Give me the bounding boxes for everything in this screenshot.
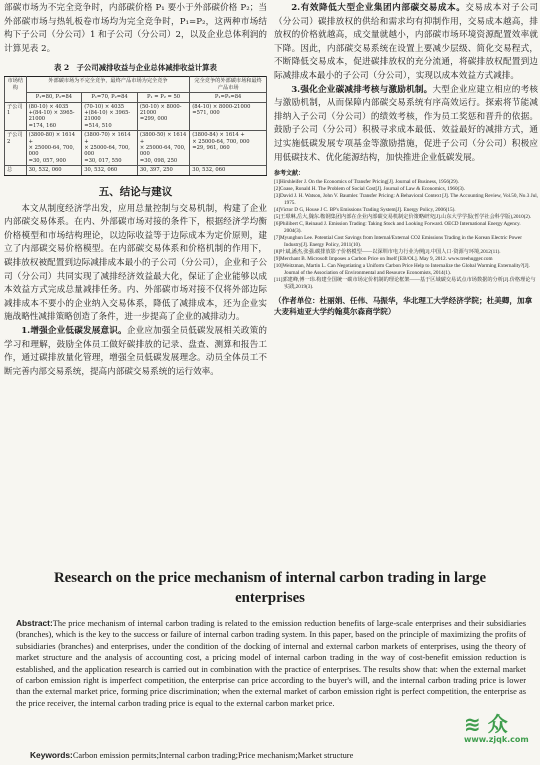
suggestion-1-paragraph <box>4 325 267 379</box>
suggestion-3-paragraph <box>274 84 538 166</box>
table-cell: (3800-70) × 1614 + × 25000-64, 700, 000 =30, 017, 550 <box>82 131 138 166</box>
table-cell: (3800-80) × 1614 + × 25000-64, 700, 000 =30, 057, 900 <box>26 131 82 166</box>
suggestion-3-text: 大型企业应建立相应的考核与激励机制，从而保障内部碳交易系统有序高效运行。探索将节能减排纳入子公司（分公司）的绩效考核，作为员工奖惩和晋升的依据。鼓励子公司（分公司）积极寻求成本最低、效益最好的减排方式，通过实施低碳发展专项基金等激励措施，促进子公司（分公司）积极应用低碳技术、优化能源结构，加快推进企业低碳发展。 <box>274 84 538 163</box>
suggestion-2-heading: 2.有效降低大型企业集团内部碳交易成本。 <box>291 3 466 13</box>
suggestion-2-text: 交易成本对子公司（分公司）碳排放权的供给和需求均有抑制作用，交易成本越高，排放权的价格就越高，成交量就越小，内部碳市场环境资源配置效率就下降。因此，内部碳交易系统在设置上要减少层级、简化交易程式，不断降低交易成本，促进碳排放权的充分流通，将碳排放权配置到边际减排成本最小的子公司（分公司），实现以成本效益方式减排。 <box>274 3 538 81</box>
suggestion-1-heading: 1.增强企业低碳发展意识。 <box>21 326 127 336</box>
reference-item: [8]叶斌,潘杰,张强.碳排放影子价格模型——以深圳市电力行业为例[J].中国人口·资源与环境,2012(11). <box>274 249 501 256</box>
table-header-cell: 外部碳市场为不完全竞争，最终产品市场为完全竞争 <box>26 77 190 93</box>
site-watermark <box>464 713 534 751</box>
reference-item: [5]王璟琳,岳大,魏东.鞍钢集团内部在企业内部碳交易机制定价策略研究[J].山东大学学报(哲学社会科学版),2010(2). <box>274 214 532 221</box>
reference-item: [7]Myunghun Lee. Potential Cost Savings from Internal/External CO2 Emissions Trading in the Korean Electric Power Industry[J]. Energy Policy, 2011(10). <box>274 235 522 249</box>
table-header-row <box>5 77 267 93</box>
table-cell: (3800-84) × 1614 + × 25000-64, 700, 000 =29, 961, 060 <box>190 131 267 166</box>
table-row <box>5 102 267 131</box>
table-cell: 30, 532, 060 <box>82 166 138 175</box>
reference-item: [6]Philibert C, Reinaud J. Emission Trading: Taking Stock and Looking Forward. OECD International Energy Agency. 2004(3). <box>274 221 521 235</box>
table-title: 表 2 子公司减排收益与企业总体减排收益计算表 <box>54 63 217 73</box>
suggestion-3-heading: 3.强化企业碳减排考核与激励机制。 <box>291 84 433 95</box>
suggestion-2-paragraph <box>274 2 538 84</box>
english-abstract <box>16 618 526 709</box>
table-row-label: 子公司1 <box>5 102 27 131</box>
reference-item: [9]Merchant B. Microsoft Imposes a Carbon Price on Itself [EB/OL]. May 9, 2012. www.treehugger.com <box>274 256 493 263</box>
references-list <box>274 179 538 291</box>
conclusion-paragraph: 本文从制度经济学出发，应用总量控制与交易机制，构建了企业内部碳交易体系。在内、外部碳市场对接的条件下，根据经济学均衡价格模型和市场结构理论，以边际收益等于边际成本为定价原则，建立了内部碳交易价格模型。在内部碳交易体系和价格机制的作用下，碳排放权被配置到边际减排成本最小的子公司（分公司），企业和子公司（分公司）共同实现了减排经济效益最大化，保证了企业能够以成本效益方式完成总量减排任务。内、外部碳市场对接不仅将外部边际减排成本不要小的企业纳入交易体系，降低了减排成本，还为企业实施战略性减排策略创造了条件，进一步提高了企业的减排动力。 <box>4 203 267 323</box>
table-header-cell: P₁=70, P₂=84 <box>82 93 138 102</box>
intro-paragraph: 部碳市场为不完全竞争时，内部碳价格 P₁ 要小于外部碳价格 P₂；当外部碳市场与热轧板卷市场均为完全竞争时，P₁=P₂，这两种市场结构下子公司（分公司）1 和子公司（分公司）2，以及企业总体利润的计算见表 2。 <box>4 3 267 54</box>
table-header-row <box>5 93 267 102</box>
left-column <box>4 2 267 565</box>
english-keywords <box>30 750 510 761</box>
watermark-logo-icon: ≋ 众 <box>464 712 508 736</box>
table-cell: (50-10) × 8000-21000 =299, 000 <box>137 102 189 131</box>
benefit-table <box>4 76 267 175</box>
table-header-cell: 市场结构 <box>5 77 27 102</box>
right-column <box>274 2 538 565</box>
reference-item: [2]Coase, Ronald H. The Problem of Social Cost[J]. Journal of Law & Economics, 1960(3). <box>274 186 465 193</box>
table-header-cell: 完全竞争的外部碳市场和最终产品市场 <box>190 77 267 93</box>
reference-item: [11]郭建峰,傅一玮.构建全国统一碳市场定价机制的理论框架——基于区域碳交易试点市场数据的分析[J].价格理论与实践,2019(3). <box>274 277 536 291</box>
watermark-url: www.zjqk.com <box>464 735 529 744</box>
abstract-label: Abstract: <box>16 618 53 628</box>
table-row-label: 子公司2 <box>5 131 27 166</box>
suggestion-1-text: 企业应加强全员低碳发展相关政策的学习和理解，鼓励全体员工做好碳排放的记录、盘查、测算和报告工作，通过碳排放量化管理，增强全员低碳发展理念。动员全体员工不断完善内部交易系统，提高内部碳交易系统的运行效率。 <box>4 326 267 377</box>
reference-item: [4]Victor D G, House J C. BP's Emissions Trading System[J]. Energy Policy, 2006(15). <box>274 207 456 214</box>
table-cell: (84-10) × 8000-21000 =571, 000 <box>190 102 267 131</box>
table-cell: (80-10) × 4035 +(84-10) × 3965-21000 =174, 160 <box>26 102 82 131</box>
table-header-cell: P₁=80, P₂=84 <box>26 93 82 102</box>
table-cell: (70-10) × 4035 +(84-10) × 3965-21000 =514, 510 <box>82 102 138 131</box>
table-cell: 30, 397, 250 <box>137 166 189 175</box>
table-header-cell: P₁=P₂=84 <box>190 93 267 102</box>
references-heading: 参考文献： <box>274 170 305 178</box>
table-row-label: 总 <box>5 166 27 175</box>
keywords-text: Carbon emission permits;Internal carbon trading;Price mechanism;Market structure <box>72 751 354 760</box>
table-header-cell: P₁ = P₂ = 50 <box>137 93 189 102</box>
table-cell: 30, 532, 060 <box>26 166 82 175</box>
english-title: Research on the price mechanism of internal carbon trading in large enterprises <box>53 570 487 606</box>
table-cell: 30, 532, 060 <box>190 166 267 175</box>
reference-item: [10]Weitzman, Martin L. Can Negotiating a Uniform Carbon Price Help to Internalize the Global Warming Externality?[J]. Journal of the Association of Environmental and Resource Economists, 2014(1). <box>274 263 530 277</box>
section-heading: 五、结论与建议 <box>98 185 173 198</box>
author-affiliation: （作者单位：杜丽娟、任伟、马振华，华北理工大学经济学院；杜美卿，加拿大麦科迪亚大学约翰莫尔森商学院） <box>274 296 533 317</box>
table-row <box>5 131 267 166</box>
reference-item: [1]Hirshleifer J. On the Economics of Transfer Pricing[J]. Journal of Business, 1956(29). <box>274 179 459 186</box>
keywords-label: Keywords: <box>30 750 73 760</box>
reference-item: [3]David J. H. Watson, John V. Baumler. Transfer Pricing: A Behavioral Context [J]. The Accounting Review, Vol.50, No.3 Jul, 1975. <box>274 193 538 207</box>
abstract-text: The price mechanism of internal carbon trading is related to the emission reduction benefits of large-scale enterprises and their subsidiaries (branches), which is the key to the success or failure of internal carbon trading system. In this paper, based on the principle of maximizing the profits of subsidiaries (branches) and enterprises, under the condition of the docking of internal and external carbon markets of enterprises, using the theory of market structure and the analysis of accounting cost, a pricing model of internal carbon trading in the way of cost-benefit emission reduction is established, and the application research is carried out in combination with the practice of enterprises. The results show that: when the external market of carbon emission right is imperfect competition, the enterprise can price according to the buyer's will, and the internal carbon trading price is lower than the external market price, forming price discrimination; when the external market of carbon emission right is perfect competition, the enterprise as the price receiver, the internal carbon trading price is equal to the external carbon market price. <box>16 619 526 708</box>
table-row <box>5 166 267 175</box>
table-cell: (3800-50) × 1614 + × 25000-64, 700, 000 =30, 098, 250 <box>137 131 189 166</box>
